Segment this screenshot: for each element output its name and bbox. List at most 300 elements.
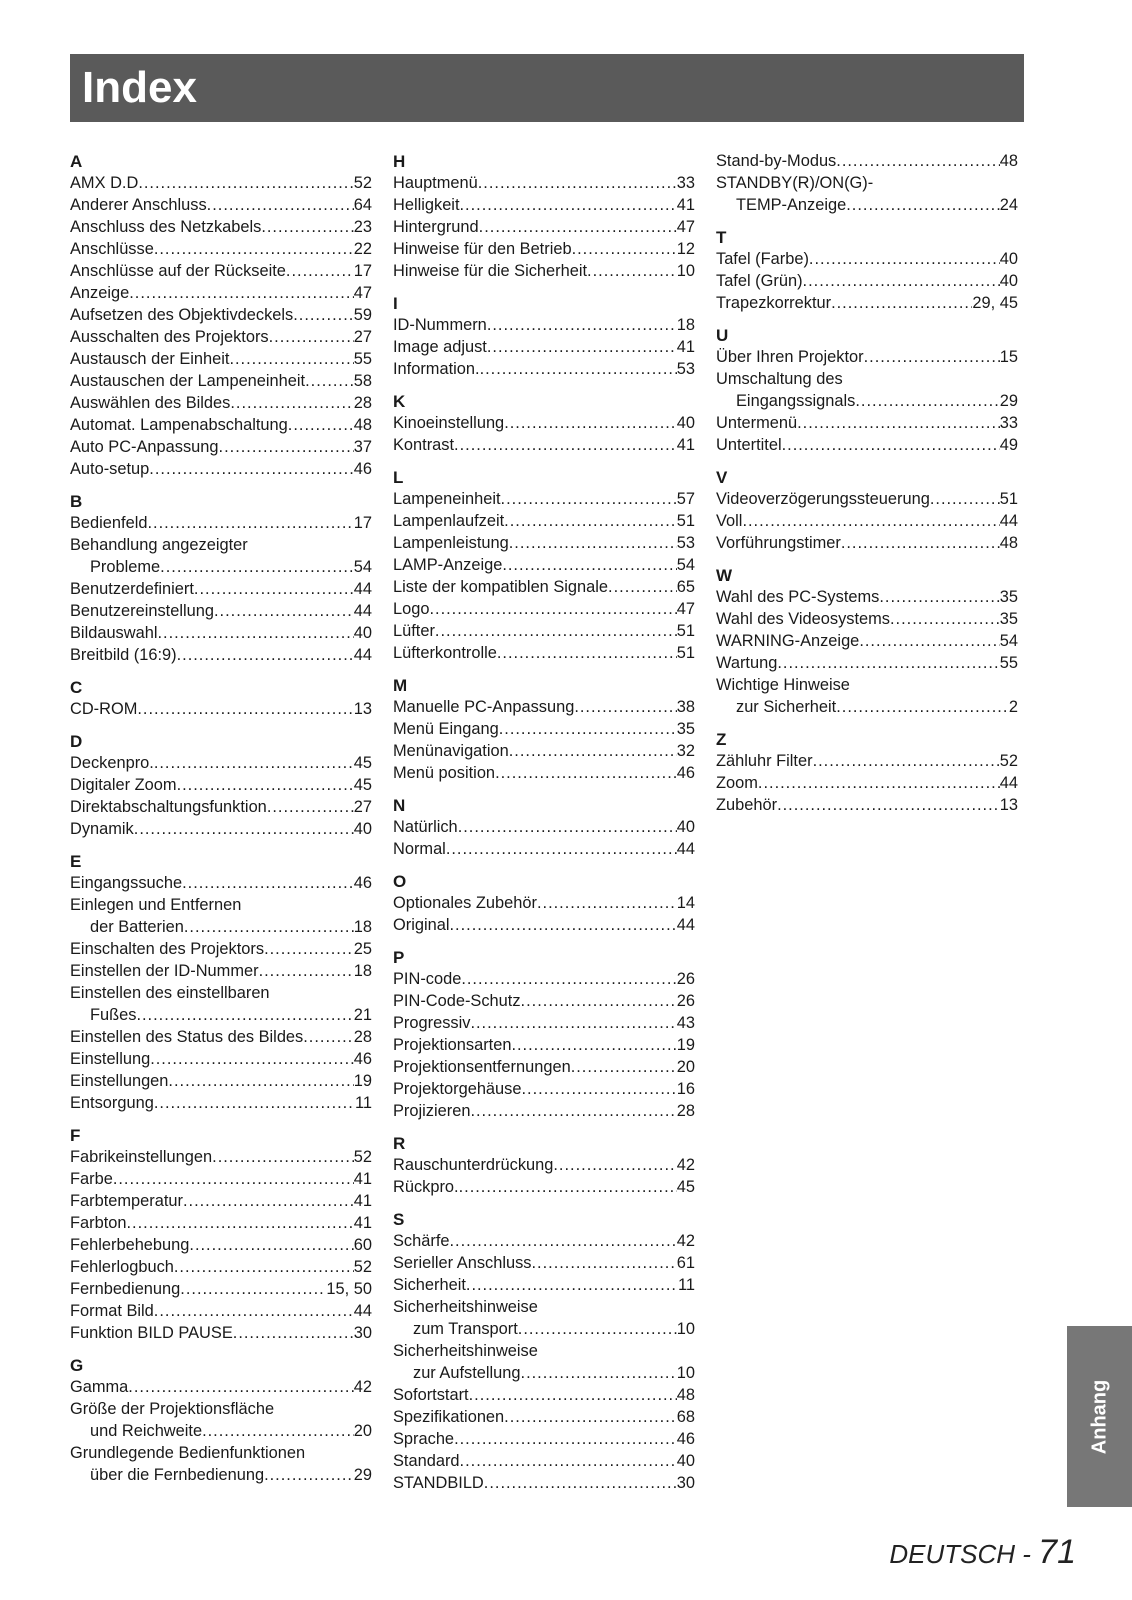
index-entry	[70, 600, 372, 622]
dot-leader	[288, 414, 354, 436]
dot-leader	[466, 1274, 678, 1296]
entry-term: Ausschalten des Projektors	[70, 328, 269, 346]
entry-page: 44	[353, 602, 372, 620]
entry-term: Probleme	[90, 558, 161, 576]
entry-term: Hinweise für den Betrieb	[393, 240, 572, 258]
entry-term: Standard	[393, 1452, 460, 1470]
entry-page: 38	[676, 698, 695, 716]
dot-leader	[836, 150, 1000, 172]
dot-leader	[150, 1048, 354, 1070]
index-column-2	[393, 150, 695, 1504]
entry-page: 28	[353, 394, 372, 412]
entry-term: Auto-setup	[70, 460, 150, 478]
index-entry	[393, 172, 695, 194]
entry-term: Aufsetzen des Objektivdeckels	[70, 306, 294, 324]
index-entry	[70, 1464, 372, 1486]
entry-term: Anschluss des Netzkabels	[70, 218, 262, 236]
footer-language: DEUTSCH	[889, 1539, 1016, 1569]
entry-page: 51	[999, 490, 1018, 508]
entry-page: 11	[677, 1276, 695, 1294]
dot-leader	[831, 292, 972, 314]
dot-leader	[531, 1252, 676, 1274]
entry-page: 28	[676, 1102, 695, 1120]
entry-term: Größe der Projektionsfläche	[70, 1400, 275, 1418]
dot-leader	[127, 1212, 354, 1234]
dot-leader	[264, 1464, 354, 1486]
index-section	[716, 564, 1018, 718]
section-letter: R	[393, 1134, 406, 1153]
entry-page: 49	[999, 436, 1018, 454]
dot-leader	[479, 216, 677, 238]
index-section	[70, 730, 372, 840]
index-entry	[393, 412, 695, 434]
index-entry	[393, 510, 695, 532]
index-entry	[70, 872, 372, 894]
entry-term: Farbe	[70, 1170, 113, 1188]
dot-leader	[147, 512, 353, 534]
index-entry	[716, 652, 1018, 674]
entry-term: Untertitel	[716, 436, 782, 454]
dot-leader	[855, 390, 999, 412]
dot-leader	[435, 620, 677, 642]
index-entry	[70, 1212, 372, 1234]
index-entry	[716, 248, 1018, 270]
entry-page: 40	[676, 414, 695, 432]
entry-page: 13	[999, 796, 1018, 814]
index-entry	[70, 818, 372, 840]
index-entry	[393, 260, 695, 282]
entry-page: 13	[353, 700, 372, 718]
index-section	[716, 150, 1018, 216]
index-entry	[393, 434, 695, 456]
index-entry	[716, 586, 1018, 608]
entry-page: 15, 50	[326, 1280, 372, 1298]
entry-term: Projektionsentfernungen	[393, 1058, 571, 1076]
index-section	[393, 150, 695, 282]
entry-page: 27	[353, 328, 372, 346]
index-section	[393, 292, 695, 380]
entry-term: Farbtemperatur	[70, 1192, 183, 1210]
entry-term: Image adjust	[393, 338, 487, 356]
entry-term: Behandlung angezeigter	[70, 536, 248, 554]
index-entry	[393, 892, 695, 914]
entry-term: ID-Nummern	[393, 316, 487, 334]
entry-page: 27	[353, 798, 372, 816]
dot-leader	[429, 598, 676, 620]
section-letter: O	[393, 872, 407, 891]
entry-page: 41	[676, 338, 695, 356]
index-entry	[393, 554, 695, 576]
entry-page: 25	[353, 940, 372, 958]
index-section	[70, 1354, 372, 1486]
index-entry	[716, 510, 1018, 532]
index-entry	[70, 622, 372, 644]
entry-term: Tafel (Grün)	[716, 272, 803, 290]
entry-term: der Batterien	[90, 918, 184, 936]
index-entry	[393, 1318, 695, 1340]
entry-term: Einstellen des einstellbaren	[70, 984, 270, 1002]
dot-leader	[809, 248, 1000, 270]
entry-page: 64	[353, 196, 372, 214]
index-entry	[393, 696, 695, 718]
dot-leader	[454, 1428, 677, 1450]
index-entry	[70, 326, 372, 348]
entry-term: Bedienfeld	[70, 514, 148, 532]
entry-page: 55	[999, 654, 1018, 672]
index-entry	[393, 314, 695, 336]
entry-page: 46	[353, 1050, 372, 1068]
entry-term: Lampenlaufzeit	[393, 512, 505, 530]
entry-page: 41	[353, 1192, 372, 1210]
entry-term: Wichtige Hinweise	[716, 676, 850, 694]
index-entry	[70, 938, 372, 960]
index-section	[716, 728, 1018, 816]
entry-term: Voll	[716, 512, 743, 530]
index-entry	[70, 1420, 372, 1442]
dot-leader	[207, 194, 354, 216]
entry-term: zum Transport	[413, 1320, 518, 1338]
index-section	[393, 870, 695, 936]
dot-leader	[553, 1154, 676, 1176]
dot-leader	[478, 172, 677, 194]
entry-term: zur Sicherheit	[736, 698, 837, 716]
index-entry	[70, 216, 372, 238]
index-entry	[393, 1406, 695, 1428]
dot-leader	[264, 938, 354, 960]
index-entry	[393, 1034, 695, 1056]
dot-leader	[487, 314, 677, 336]
entry-page: 48	[676, 1386, 695, 1404]
page-footer	[889, 1533, 1076, 1572]
entry-page: 29	[999, 392, 1018, 410]
index-entry	[70, 1004, 372, 1026]
entry-page: 43	[676, 1014, 695, 1032]
entry-page: 44	[353, 646, 372, 664]
dot-leader	[758, 772, 1000, 794]
entry-page: 53	[676, 534, 695, 552]
dot-leader	[501, 488, 677, 510]
dot-leader	[136, 1004, 353, 1026]
index-entry	[393, 238, 695, 260]
index-entry	[393, 740, 695, 762]
dot-leader	[214, 600, 354, 622]
dot-leader	[521, 990, 677, 1012]
dot-leader	[521, 1362, 677, 1384]
dot-leader	[504, 412, 677, 434]
entry-term: Direktabschaltungsfunktion	[70, 798, 267, 816]
index-entry	[393, 488, 695, 510]
index-section	[393, 1132, 695, 1198]
entry-page: 10	[676, 1364, 695, 1382]
entry-term: Progressiv	[393, 1014, 471, 1032]
index-entry	[716, 674, 1018, 696]
entry-term: Logo	[393, 600, 430, 618]
index-entry	[393, 1230, 695, 1252]
dot-leader	[537, 892, 677, 914]
entry-page: 40	[999, 272, 1018, 290]
entry-term: Natürlich	[393, 818, 458, 836]
dot-leader	[497, 642, 677, 664]
index-entry	[393, 1274, 695, 1296]
entry-term: Sofortstart	[393, 1386, 469, 1404]
entry-term: Bildauswahl	[70, 624, 158, 642]
dot-leader	[504, 510, 677, 532]
section-letter: L	[393, 468, 404, 487]
entry-term: Sicherheit	[393, 1276, 466, 1294]
dot-leader	[134, 818, 354, 840]
index-entry	[716, 150, 1018, 172]
index-entry	[70, 1278, 372, 1300]
entry-term: Menü Eingang	[393, 720, 499, 738]
index-entry	[70, 1190, 372, 1212]
entry-term: Serieller Anschluss	[393, 1254, 532, 1272]
entry-page: 68	[676, 1408, 695, 1426]
dot-leader	[846, 194, 1000, 216]
entry-term: AMX D.D	[70, 174, 139, 192]
index-entry	[70, 304, 372, 326]
dot-leader	[841, 532, 1000, 554]
dot-leader	[458, 816, 677, 838]
entry-term: TEMP-Anzeige	[736, 196, 847, 214]
entry-term: zur Aufstellung	[413, 1364, 521, 1382]
dot-leader	[184, 916, 354, 938]
section-letter: F	[70, 1126, 81, 1145]
page-number: 71	[1038, 1533, 1076, 1571]
entry-term: Lampenleistung	[393, 534, 509, 552]
dot-leader	[177, 774, 354, 796]
index-section	[70, 1124, 372, 1344]
index-section	[393, 390, 695, 456]
index-entry	[70, 238, 372, 260]
dot-leader	[154, 752, 354, 774]
entry-term: Einstellen der ID-Nummer	[70, 962, 259, 980]
entry-page: 42	[676, 1232, 695, 1250]
dot-leader	[459, 1176, 677, 1198]
entry-term: Einstellen des Status des Bildes	[70, 1028, 304, 1046]
dot-leader	[777, 652, 999, 674]
dot-leader	[572, 238, 677, 260]
entry-page: 22	[353, 240, 372, 258]
entry-term: Sicherheitshinweise	[393, 1342, 538, 1360]
dot-leader	[259, 960, 354, 982]
title-banner	[70, 54, 1024, 122]
section-tab	[1067, 1326, 1132, 1507]
dot-leader	[303, 1026, 354, 1048]
index-entry	[716, 532, 1018, 554]
index-entry	[70, 370, 372, 392]
dot-leader	[202, 1420, 354, 1442]
entry-term: Farbton	[70, 1214, 127, 1232]
entry-term: Funktion BILD PAUSE	[70, 1324, 233, 1342]
dot-leader	[149, 458, 353, 480]
entry-term: Projizieren	[393, 1102, 471, 1120]
entry-term: Umschaltung des	[716, 370, 843, 388]
entry-page: 30	[353, 1324, 372, 1342]
entry-term: Menünavigation	[393, 742, 509, 760]
index-entry	[70, 172, 372, 194]
dot-leader	[930, 488, 1000, 510]
section-letter: V	[716, 468, 728, 487]
section-letter: H	[393, 152, 406, 171]
dot-leader	[521, 1078, 676, 1100]
index-entry	[70, 1234, 372, 1256]
index-entry	[70, 348, 372, 370]
index-entry	[70, 960, 372, 982]
index-entry	[70, 414, 372, 436]
index-entry	[393, 598, 695, 620]
entry-page: 51	[676, 622, 695, 640]
entry-term: Sicherheitshinweise	[393, 1298, 538, 1316]
entry-term: Original	[393, 916, 450, 934]
entry-term: Einstellungen	[70, 1072, 169, 1090]
entry-term: Kinoeinstellung	[393, 414, 505, 432]
dot-leader	[180, 1278, 326, 1300]
index-entry	[393, 1252, 695, 1274]
dot-leader	[129, 282, 354, 304]
entry-term: Anschlüsse auf der Rückseite	[70, 262, 286, 280]
dot-leader	[183, 1190, 354, 1212]
index-entry	[716, 270, 1018, 292]
entry-page: 41	[353, 1214, 372, 1232]
index-column-3	[716, 150, 1018, 826]
entry-term: Auto PC-Anpassung	[70, 438, 219, 456]
entry-term: Schärfe	[393, 1232, 450, 1250]
entry-page: 32	[676, 742, 695, 760]
entry-page: 52	[353, 174, 372, 192]
entry-term: Anschlüsse	[70, 240, 154, 258]
entry-term: Vorführungstimer	[716, 534, 841, 552]
entry-term: Untermenü	[716, 414, 798, 432]
index-entry	[70, 578, 372, 600]
dot-leader	[194, 578, 354, 600]
index-section	[393, 794, 695, 860]
index-entry	[70, 752, 372, 774]
dot-leader	[782, 434, 1000, 456]
entry-term: Rückpro.	[393, 1178, 459, 1196]
index-entry	[70, 1048, 372, 1070]
entry-term: Helligkeit	[393, 196, 460, 214]
dot-leader	[813, 750, 1000, 772]
dot-leader	[177, 644, 354, 666]
dot-leader	[518, 1318, 677, 1340]
index-entry	[716, 750, 1018, 772]
dot-leader	[460, 1450, 677, 1472]
entry-term: Benutzereinstellung	[70, 602, 214, 620]
entry-page: 10	[676, 262, 695, 280]
entry-term: Hauptmenü	[393, 174, 478, 192]
dot-leader	[484, 1472, 677, 1494]
section-letter: B	[70, 492, 83, 511]
index-entry	[393, 1176, 695, 1198]
entry-page: 20	[676, 1058, 695, 1076]
entry-page: 11	[354, 1094, 372, 1112]
entry-term: Optionales Zubehör	[393, 894, 537, 912]
dot-leader	[742, 510, 999, 532]
index-entry	[393, 968, 695, 990]
dot-leader	[230, 392, 353, 414]
entry-page: 14	[676, 894, 695, 912]
index-entry	[716, 172, 1018, 194]
index-entry	[716, 630, 1018, 652]
entry-page: 35	[999, 610, 1018, 628]
entry-term: Austausch der Einheit	[70, 350, 230, 368]
entry-term: Lampeneinheit	[393, 490, 501, 508]
entry-page: 48	[999, 534, 1018, 552]
entry-page: 55	[353, 350, 372, 368]
dot-leader	[574, 696, 676, 718]
index-entry	[70, 1256, 372, 1278]
dot-leader	[154, 1300, 354, 1322]
dot-leader	[470, 1100, 676, 1122]
index-entry	[716, 346, 1018, 368]
entry-page: 51	[676, 512, 695, 530]
index-entry	[70, 1442, 372, 1464]
entry-term: Rauschunterdrückung	[393, 1156, 554, 1174]
dot-leader	[229, 348, 353, 370]
entry-page: 52	[353, 1148, 372, 1166]
dot-leader	[168, 1070, 353, 1092]
dot-leader	[499, 718, 677, 740]
entry-page: 17	[353, 514, 372, 532]
entry-page: 52	[353, 1258, 372, 1276]
entry-page: 40	[999, 250, 1018, 268]
entry-term: Anderer Anschluss	[70, 196, 207, 214]
entry-page: 2	[1008, 698, 1018, 716]
dot-leader	[461, 968, 676, 990]
section-letter: A	[70, 152, 83, 171]
entry-term: Tafel (Farbe)	[716, 250, 809, 268]
index-entry	[393, 1384, 695, 1406]
entry-term: Über Ihren Projektor	[716, 348, 864, 366]
entry-term: Manuelle PC-Anpassung	[393, 698, 575, 716]
dot-leader	[487, 336, 677, 358]
entry-term: Normal	[393, 840, 446, 858]
entry-term: Anzeige	[70, 284, 130, 302]
section-letter: E	[70, 852, 82, 871]
entry-page: 44	[353, 580, 372, 598]
entry-page: 54	[353, 558, 372, 576]
entry-page: 17	[353, 262, 372, 280]
entry-page: 19	[353, 1072, 372, 1090]
entry-page: 16	[676, 1080, 695, 1098]
entry-page: 42	[353, 1378, 372, 1396]
dot-leader	[154, 238, 354, 260]
entry-page: 30	[676, 1474, 695, 1492]
entry-page: 29, 45	[972, 294, 1018, 312]
index-entry	[716, 292, 1018, 314]
index-entry	[70, 458, 372, 480]
index-entry	[70, 260, 372, 282]
entry-term: über die Fernbedienung	[90, 1466, 265, 1484]
entry-page: 26	[676, 992, 695, 1010]
entry-page: 54	[999, 632, 1018, 650]
dot-leader	[511, 1034, 676, 1056]
entry-term: Breitbild (16:9)	[70, 646, 177, 664]
index-column-1	[70, 150, 372, 1496]
entry-term: Zähluhr Filter	[716, 752, 813, 770]
dot-leader	[797, 412, 1000, 434]
index-entry	[393, 718, 695, 740]
entry-term: Hintergrund	[393, 218, 479, 236]
index-entry	[393, 1450, 695, 1472]
entry-page: 46	[676, 764, 695, 782]
dot-leader	[450, 1230, 677, 1252]
index-entry	[393, 642, 695, 664]
index-entry	[393, 816, 695, 838]
entry-term: Trapezkorrektur	[716, 294, 832, 312]
entry-page: 47	[676, 218, 695, 236]
dot-leader	[154, 1092, 355, 1114]
